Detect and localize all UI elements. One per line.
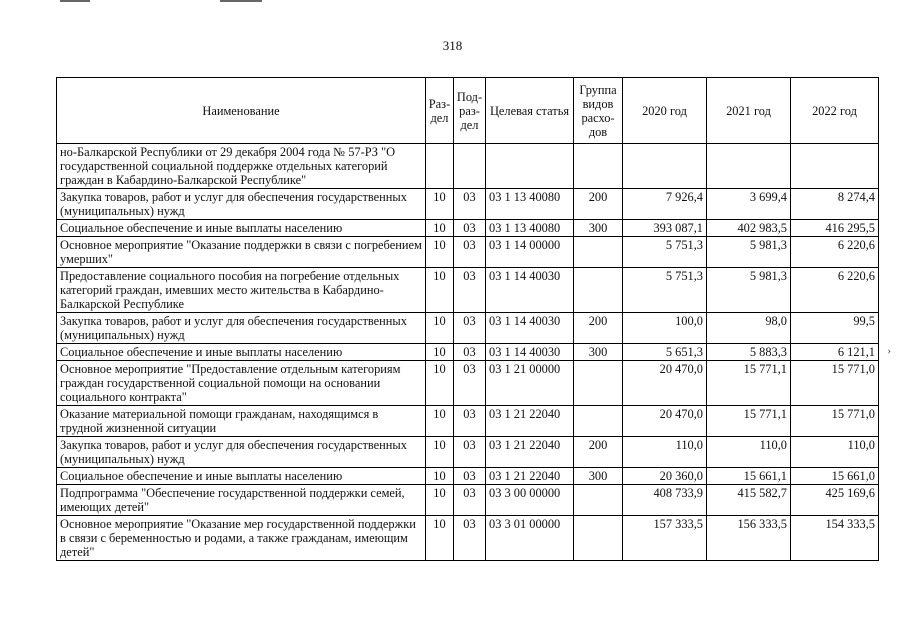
cell-podrazdel: 03 bbox=[454, 468, 486, 485]
cell-target: 03 3 01 00000 bbox=[486, 516, 574, 561]
cell-target: 03 1 21 22040 bbox=[486, 437, 574, 468]
cell-group: 300 bbox=[574, 468, 623, 485]
cell-name: Основное мероприятие "Оказание мер государственной поддержки в связи с беременностью и родами, а также гражданам, имеющим детей" bbox=[57, 516, 426, 561]
cell-target: 03 1 21 22040 bbox=[486, 406, 574, 437]
cell-razdel: 10 bbox=[426, 189, 454, 220]
cell-2020: 157 333,5 bbox=[623, 516, 707, 561]
cell-2020: 408 733,9 bbox=[623, 485, 707, 516]
cell-podrazdel: 03 bbox=[454, 237, 486, 268]
cell-group bbox=[574, 144, 623, 189]
scan-artifact bbox=[60, 0, 280, 3]
cell-2021 bbox=[707, 144, 791, 189]
cell-2020: 5 751,3 bbox=[623, 268, 707, 313]
cell-group bbox=[574, 516, 623, 561]
cell-name: Социальное обеспечение и иные выплаты населению bbox=[57, 468, 426, 485]
cell-2020: 5 751,3 bbox=[623, 237, 707, 268]
cell-2020: 7 926,4 bbox=[623, 189, 707, 220]
table-row bbox=[57, 361, 879, 406]
cell-2021: 5 981,3 bbox=[707, 268, 791, 313]
cell-2022: 15 771,0 bbox=[791, 361, 879, 406]
cell-podrazdel: 03 bbox=[454, 313, 486, 344]
cell-name: Предоставление социального пособия на погребение отдельных категорий граждан, имевших место жительства в Кабардино-Балкарской Республике bbox=[57, 268, 426, 313]
cell-name: Оказание материальной помощи гражданам, находящимся в трудной жизненной ситуации bbox=[57, 406, 426, 437]
cell-2021: 415 582,7 bbox=[707, 485, 791, 516]
cell-2020 bbox=[623, 144, 707, 189]
cell-razdel: 10 bbox=[426, 344, 454, 361]
cell-name: но-Балкарской Республики от 29 декабря 2004 года № 57-РЗ "О государственной социальной поддержке отдельных категорий граждан в Кабардино-Балкарской Республике" bbox=[57, 144, 426, 189]
table-header-row bbox=[57, 78, 879, 144]
cell-2021: 15 771,1 bbox=[707, 406, 791, 437]
cell-target: 03 3 00 00000 bbox=[486, 485, 574, 516]
cell-razdel: 10 bbox=[426, 485, 454, 516]
cell-2021: 5 883,3 bbox=[707, 344, 791, 361]
cell-2022: 6 220,6 bbox=[791, 268, 879, 313]
cell-name: Социальное обеспечение и иные выплаты населению bbox=[57, 220, 426, 237]
cell-group bbox=[574, 237, 623, 268]
cell-target: 03 1 14 40030 bbox=[486, 313, 574, 344]
cell-podrazdel: 03 bbox=[454, 485, 486, 516]
cell-target: 03 1 13 40080 bbox=[486, 220, 574, 237]
cell-2021: 402 983,5 bbox=[707, 220, 791, 237]
cell-2022: 416 295,5 bbox=[791, 220, 879, 237]
header-target: Целевая статья bbox=[486, 78, 574, 144]
cell-2022 bbox=[791, 144, 879, 189]
table-row bbox=[57, 189, 879, 220]
header-group: Группа видов расхо-дов bbox=[574, 78, 623, 144]
cell-target bbox=[486, 144, 574, 189]
cell-2020: 20 360,0 bbox=[623, 468, 707, 485]
cell-2022: 15 661,0 bbox=[791, 468, 879, 485]
table-row bbox=[57, 344, 879, 361]
cell-podrazdel: 03 bbox=[454, 361, 486, 406]
cell-target: 03 1 14 40030 bbox=[486, 344, 574, 361]
cell-group: 200 bbox=[574, 313, 623, 344]
cell-2021: 5 981,3 bbox=[707, 237, 791, 268]
cell-2021: 15 661,1 bbox=[707, 468, 791, 485]
cell-name: Закупка товаров, работ и услуг для обеспечения государственных (муниципальных) нужд bbox=[57, 189, 426, 220]
cell-target: 03 1 21 00000 bbox=[486, 361, 574, 406]
cell-target: 03 1 14 00000 bbox=[486, 237, 574, 268]
cell-group: 200 bbox=[574, 437, 623, 468]
cell-podrazdel: 03 bbox=[454, 437, 486, 468]
cell-target: 03 1 13 40080 bbox=[486, 189, 574, 220]
table-row bbox=[57, 485, 879, 516]
cell-2022: 6 220,6 bbox=[791, 237, 879, 268]
cell-podrazdel: 03 bbox=[454, 516, 486, 561]
cell-2020: 100,0 bbox=[623, 313, 707, 344]
cell-2022: 110,0 bbox=[791, 437, 879, 468]
cell-name: Закупка товаров, работ и услуг для обеспечения государственных (муниципальных) нужд bbox=[57, 437, 426, 468]
cell-2020: 110,0 bbox=[623, 437, 707, 468]
margin-mark: › bbox=[887, 345, 891, 357]
cell-razdel: 10 bbox=[426, 437, 454, 468]
cell-group: 300 bbox=[574, 344, 623, 361]
cell-razdel bbox=[426, 144, 454, 189]
cell-podrazdel: 03 bbox=[454, 344, 486, 361]
table-row bbox=[57, 313, 879, 344]
cell-2022: 154 333,5 bbox=[791, 516, 879, 561]
table-row bbox=[57, 237, 879, 268]
cell-target: 03 1 14 40030 bbox=[486, 268, 574, 313]
cell-group: 200 bbox=[574, 189, 623, 220]
cell-2021: 110,0 bbox=[707, 437, 791, 468]
cell-podrazdel: 03 bbox=[454, 189, 486, 220]
cell-group bbox=[574, 406, 623, 437]
table-row bbox=[57, 437, 879, 468]
table-row bbox=[57, 268, 879, 313]
cell-podrazdel: 03 bbox=[454, 220, 486, 237]
header-2021: 2021 год bbox=[707, 78, 791, 144]
cell-podrazdel bbox=[454, 144, 486, 189]
cell-2021: 15 771,1 bbox=[707, 361, 791, 406]
cell-2022: 6 121,1 bbox=[791, 344, 879, 361]
cell-name: Основное мероприятие "Предоставление отдельным категориям граждан государственной социальной помощи на основании социального контракта" bbox=[57, 361, 426, 406]
cell-2020: 20 470,0 bbox=[623, 361, 707, 406]
cell-group: 300 bbox=[574, 220, 623, 237]
header-name: Наименование bbox=[57, 78, 426, 144]
table-row bbox=[57, 144, 879, 189]
table-body bbox=[57, 144, 879, 561]
cell-group bbox=[574, 485, 623, 516]
cell-target: 03 1 21 22040 bbox=[486, 468, 574, 485]
cell-2021: 3 699,4 bbox=[707, 189, 791, 220]
cell-razdel: 10 bbox=[426, 516, 454, 561]
budget-table bbox=[56, 77, 879, 561]
table-row bbox=[57, 468, 879, 485]
cell-name: Социальное обеспечение и иные выплаты населению bbox=[57, 344, 426, 361]
header-2022: 2022 год bbox=[791, 78, 879, 144]
cell-razdel: 10 bbox=[426, 468, 454, 485]
cell-podrazdel: 03 bbox=[454, 268, 486, 313]
cell-2022: 8 274,4 bbox=[791, 189, 879, 220]
cell-2020: 5 651,3 bbox=[623, 344, 707, 361]
cell-name: Основное мероприятие "Оказание поддержки в связи с погребением умерших" bbox=[57, 237, 426, 268]
cell-podrazdel: 03 bbox=[454, 406, 486, 437]
cell-razdel: 10 bbox=[426, 220, 454, 237]
cell-2022: 425 169,6 bbox=[791, 485, 879, 516]
header-podrazdel: Под-раз-дел bbox=[454, 78, 486, 144]
cell-2020: 393 087,1 bbox=[623, 220, 707, 237]
table-row bbox=[57, 220, 879, 237]
page-number: 318 bbox=[442, 38, 463, 53]
cell-group bbox=[574, 361, 623, 406]
cell-name: Закупка товаров, работ и услуг для обеспечения государственных (муниципальных) нужд bbox=[57, 313, 426, 344]
cell-2021: 156 333,5 bbox=[707, 516, 791, 561]
cell-razdel: 10 bbox=[426, 268, 454, 313]
header-2020: 2020 год bbox=[623, 78, 707, 144]
cell-razdel: 10 bbox=[426, 361, 454, 406]
cell-group bbox=[574, 268, 623, 313]
cell-razdel: 10 bbox=[426, 406, 454, 437]
cell-razdel: 10 bbox=[426, 313, 454, 344]
header-razdel: Раз-дел bbox=[426, 78, 454, 144]
cell-name: Подпрограмма "Обеспечение государственной поддержки семей, имеющих детей" bbox=[57, 485, 426, 516]
table-row bbox=[57, 516, 879, 561]
cell-2022: 15 771,0 bbox=[791, 406, 879, 437]
cell-razdel: 10 bbox=[426, 237, 454, 268]
cell-2021: 98,0 bbox=[707, 313, 791, 344]
cell-2022: 99,5 bbox=[791, 313, 879, 344]
table-row bbox=[57, 406, 879, 437]
cell-2020: 20 470,0 bbox=[623, 406, 707, 437]
